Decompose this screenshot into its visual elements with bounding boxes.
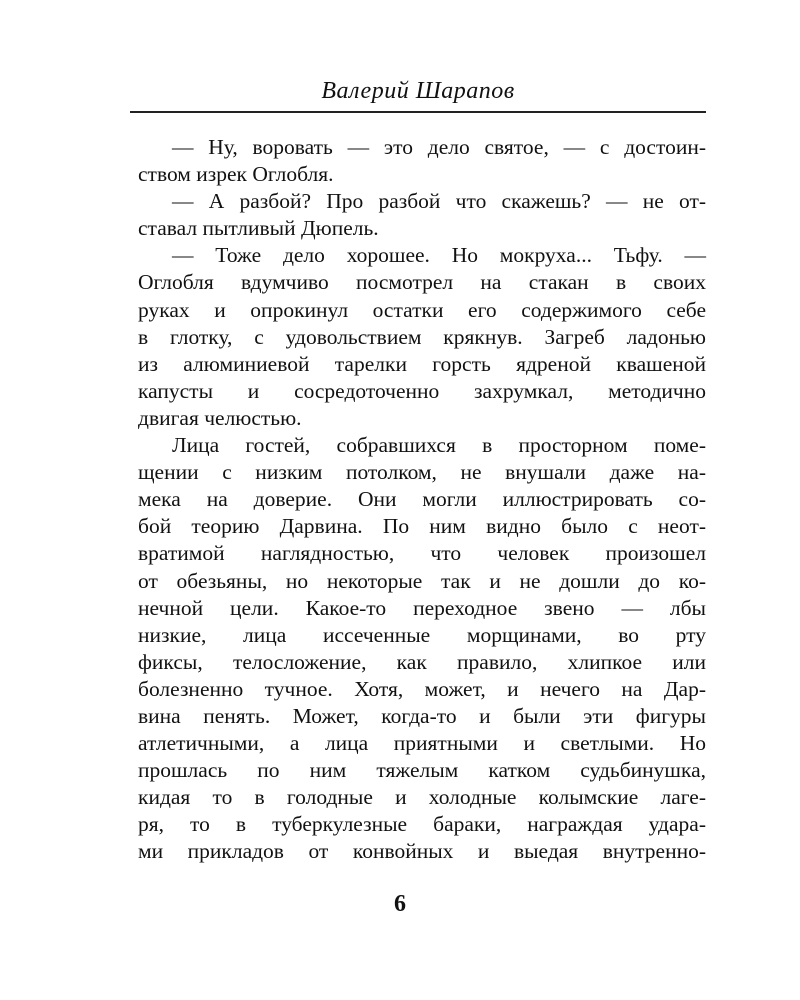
text-line: — Ну, воровать — это дело святое, — с достоин- <box>172 135 706 159</box>
text-line: ми прикладов от конвойных и выедая внутренно- <box>138 839 706 864</box>
text-line: — Тоже дело хорошее. Но мокруха... Тьфу. — <box>172 243 706 268</box>
text-line: щении с низким потолком, не внушали даже на- <box>138 460 706 485</box>
text-line: в глотку, с удовольствием крякнув. Загреб ладонью <box>138 324 706 349</box>
text-line: фиксы, телосложение, как правило, хлипкое или <box>138 649 706 674</box>
text-line: из алюминиевой тарелки горсть ядреной квашеной <box>138 351 706 376</box>
text-line: атлетичными, а лица приятными и светлыми. Но <box>138 731 706 756</box>
text-line: вина пенять. Может, когда-то и были эти фигуры <box>138 703 706 728</box>
text-line: мека на доверие. Они могли иллюстрировать со- <box>138 487 706 512</box>
text-line: — А разбой? Про разбой что скажешь? — не от- <box>172 189 706 214</box>
text-line: Лица гостей, собравшихся в просторном поме- <box>172 433 706 458</box>
text-line: капусты и сосредоточенно захрумкал, методично <box>138 378 706 403</box>
text-line: ставал пытливый Дюпель. <box>138 216 379 241</box>
text-line: ством изрек Оглобля. <box>138 162 334 187</box>
text-line: двигая челюстью. <box>138 405 302 430</box>
text-line: бой теорию Дарвина. По ним видно было с неот- <box>138 514 706 539</box>
text-line: от обезьяны, но некоторые так и не дошли до ко- <box>138 568 706 593</box>
text-line: вратимой наглядностью, что человек произошел <box>138 541 706 566</box>
running-header-author: Валерий Шарапов <box>321 78 515 104</box>
text-line: низкие, лица иссеченные морщинами, во рту <box>138 622 706 647</box>
page-number: 6 <box>394 891 406 917</box>
text-line: ря, то в туберкулезные бараки, награждая удара- <box>138 812 706 837</box>
text-line: прошлась по ним тяжелым катком судьбинушка, <box>138 758 706 783</box>
text-line: болезненно тучное. Хотя, может, и нечего на Дар- <box>138 676 706 701</box>
text-line: Оглобля вдумчиво посмотрел на стакан в своих <box>138 270 706 295</box>
text-line: нечной цели. Какое-то переходное звено — лбы <box>138 595 706 620</box>
header-divider <box>130 111 706 113</box>
text-line: руках и опрокинул остатки его содержимого себе <box>138 297 706 322</box>
body-text <box>138 134 706 866</box>
text-line: кидая то в голодные и холодные колымские лаге- <box>138 785 706 810</box>
